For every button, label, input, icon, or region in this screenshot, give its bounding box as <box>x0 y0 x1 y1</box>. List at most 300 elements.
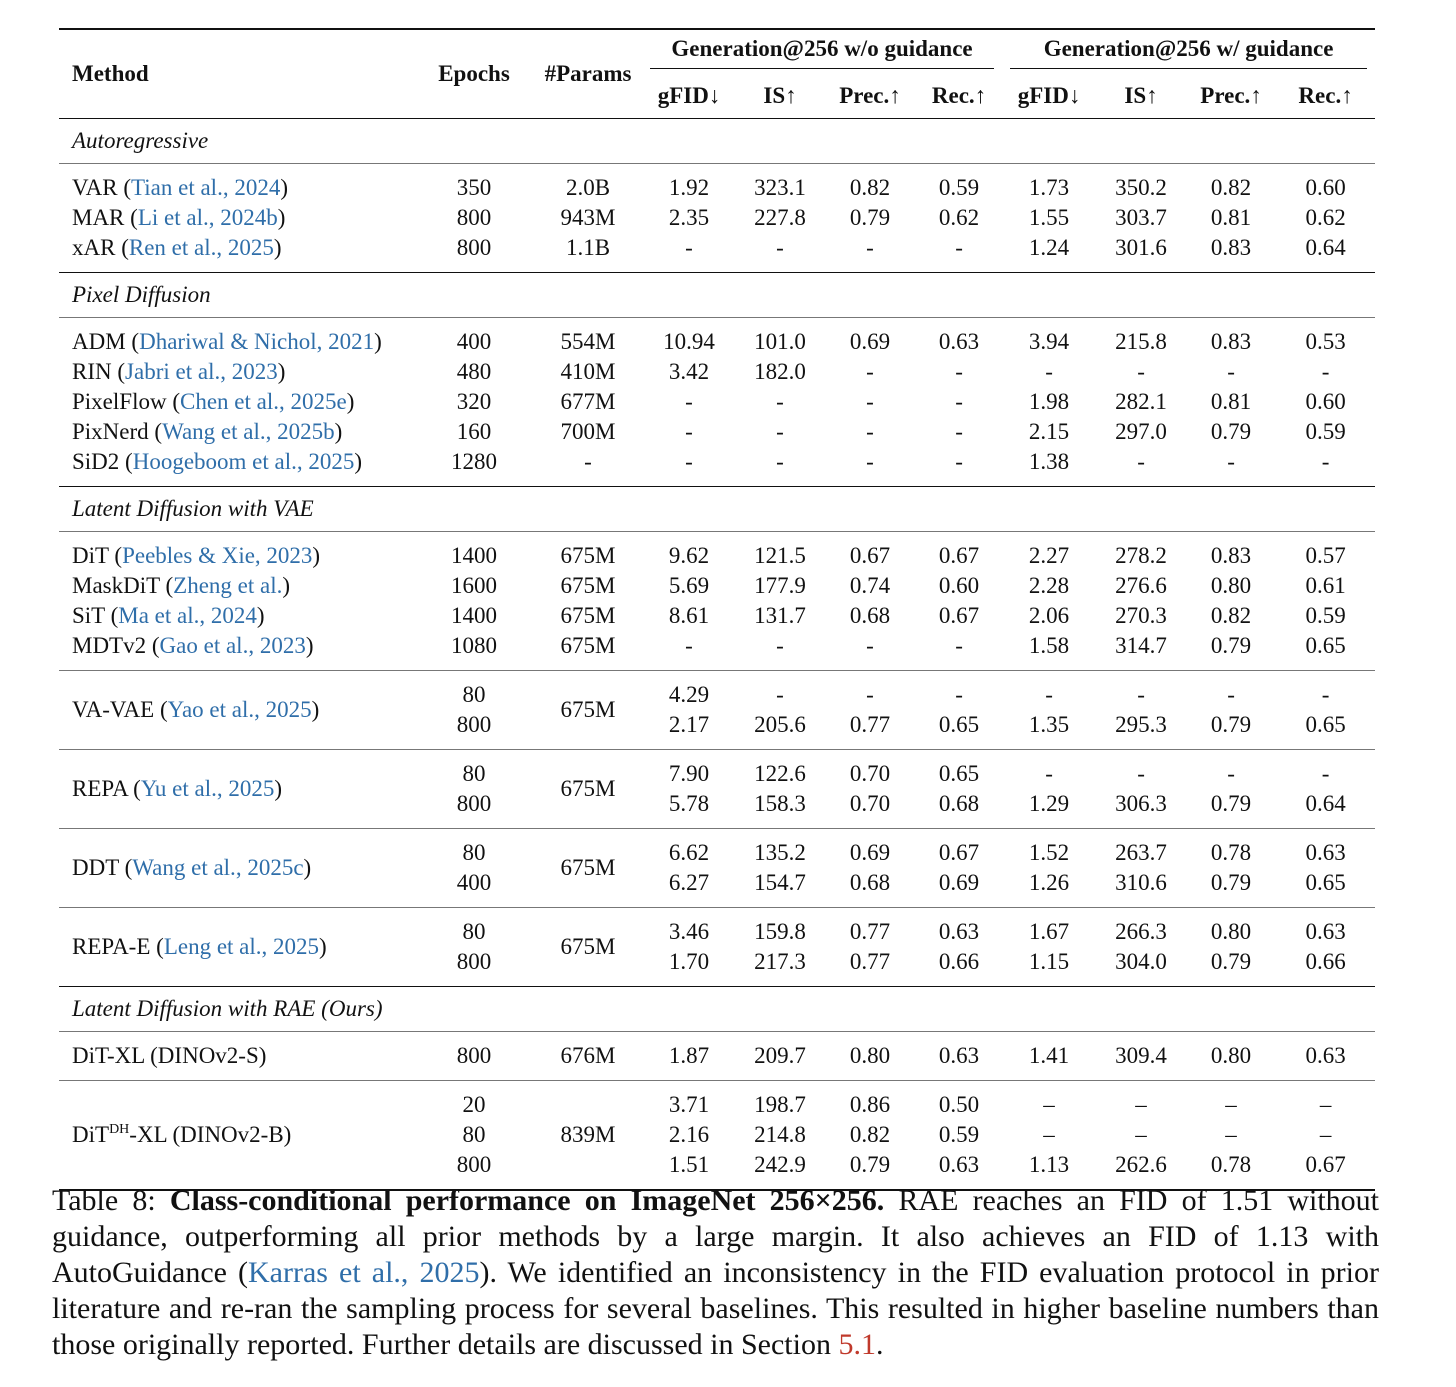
metric-cell: - <box>1137 682 1145 707</box>
metric-cell: - <box>685 633 693 658</box>
metric-cell: 1.58 <box>1028 633 1070 658</box>
metric-cell: 0.59 <box>938 175 980 200</box>
metric-cell: 0.64 <box>1305 791 1346 816</box>
table-row <box>59 917 1375 947</box>
metric-cell: 309.4 <box>1115 1043 1167 1068</box>
metric-cell: 2.35 <box>668 205 710 230</box>
section-title: Latent Diffusion with VAE <box>59 487 1375 532</box>
metric-cell: 0.67 <box>1305 1152 1346 1177</box>
metric-cell: - <box>1045 682 1053 707</box>
epochs-cell: 1400 <box>451 603 497 628</box>
row-spacer <box>59 1071 1375 1081</box>
citation-authors: Leng et al. <box>163 934 262 959</box>
metric-cell: 0.79 <box>849 1152 891 1177</box>
metric-cell: - <box>1227 449 1235 474</box>
metric-cell: 0.60 <box>1305 389 1346 414</box>
metric-cell: 0.69 <box>938 870 980 895</box>
metric-cell: 0.77 <box>849 919 891 944</box>
metric-cell: - <box>685 389 693 414</box>
metric-cell: 0.82 <box>1210 603 1252 628</box>
citation-authors: Yao et al. <box>167 697 255 722</box>
method-name-text: -XL (DINOv2-B) <box>129 1122 292 1147</box>
row-spacer-cell <box>59 1071 1375 1081</box>
metric-cell: - <box>1137 359 1145 384</box>
metric-cell: - <box>1321 359 1330 384</box>
params-cell: 677M <box>560 389 616 414</box>
row-spacer-cell <box>59 750 1375 760</box>
metric-cell: 0.65 <box>938 761 980 786</box>
metric-cell: 0.83 <box>1210 329 1252 354</box>
metric-cell: 209.7 <box>754 1043 806 1068</box>
metric-cell: - <box>685 235 693 260</box>
row-spacer-cell <box>59 1032 1375 1042</box>
citation-link[interactable]: Chen et al., 2025e <box>180 389 347 414</box>
metric-cell: - <box>1137 449 1145 474</box>
metric-cell: 0.69 <box>849 840 891 865</box>
metric-cell: 217.3 <box>754 949 806 974</box>
table-row <box>59 447 1375 477</box>
metric-cell: - <box>955 633 963 658</box>
row-spacer <box>59 819 1375 829</box>
citation-year: 2025 <box>308 449 355 474</box>
citation-link[interactable]: Leng et al., 2025 <box>163 934 320 959</box>
epochs-cell: 1080 <box>451 633 497 658</box>
metric-cell: 0.65 <box>1305 633 1346 658</box>
row-spacer <box>59 318 1375 328</box>
citation-year: 2021 <box>328 329 375 354</box>
table-row <box>59 173 1375 203</box>
citation-link[interactable]: Dhariwal & Nichol, 2021 <box>139 329 375 354</box>
metric-cell: - <box>866 419 874 444</box>
citation-link[interactable]: Hoogeboom et al., 2025 <box>132 449 355 474</box>
caption-text: ). We identified an inconsistency in the FID evaluation protocol in prior literature and re-ran the sampling process for several baselines. This resulted in higher baseline numbers than those originally reported. Further details are discussed in Section <box>52 1256 1379 1361</box>
metric-cell: 306.3 <box>1115 791 1167 816</box>
metric-cell: 0.81 <box>1210 389 1252 414</box>
metric-cell: 0.79 <box>1210 791 1252 816</box>
params-cell: 675M <box>560 603 616 628</box>
metric-cell: 1.51 <box>668 1152 710 1177</box>
section-reference-link[interactable]: 5.1 <box>838 1328 876 1361</box>
metric-cell: 0.63 <box>1305 840 1346 865</box>
metric-cell: 1.41 <box>1028 1043 1070 1068</box>
metric-cell: - <box>866 235 874 260</box>
citation-year: 2025 <box>273 934 320 959</box>
citation-link[interactable]: Yao et al., 2025 <box>167 697 312 722</box>
metric-cell: 215.8 <box>1115 329 1167 354</box>
epochs-cell: 800 <box>456 205 492 230</box>
header-metric: gFID↓ <box>1002 74 1096 119</box>
citation-authors: Ma et al. <box>118 603 200 628</box>
metric-cell: 0.79 <box>1210 870 1252 895</box>
metric-cell: 276.6 <box>1115 573 1167 598</box>
metric-cell: 266.3 <box>1115 919 1167 944</box>
method-name: PixNerd (Wang et al., 2025b) <box>72 419 343 444</box>
metric-cell: 0.79 <box>849 205 891 230</box>
metric-cell: 9.62 <box>668 543 710 568</box>
method-name-text: DiT <box>72 1122 110 1147</box>
metric-cell: 0.80 <box>1210 1043 1252 1068</box>
row-spacer <box>59 740 1375 750</box>
metric-cell: 0.79 <box>1210 949 1252 974</box>
citation-link[interactable]: Yu et al., 2025 <box>140 776 275 801</box>
metric-cell: 1.13 <box>1028 1152 1070 1177</box>
method-name-text: ADM <box>72 329 126 354</box>
method-name: MaskDiT (Zheng et al.) <box>72 573 291 598</box>
metric-cell: 0.65 <box>1305 712 1346 737</box>
metric-cell: - <box>685 419 693 444</box>
citation-link[interactable]: Peebles & Xie, 2023 <box>122 543 313 568</box>
metric-cell: 1.73 <box>1028 175 1070 200</box>
metric-cell: 301.6 <box>1115 235 1167 260</box>
row-spacer <box>59 661 1375 671</box>
section-title: Autoregressive <box>59 119 1375 164</box>
metric-cell: 0.61 <box>1305 573 1346 598</box>
metric-cell: 121.5 <box>754 543 806 568</box>
metric-cell: - <box>1321 449 1330 474</box>
row-spacer-cell <box>59 477 1375 487</box>
params-cell: 554M <box>560 329 616 354</box>
header-method: Method <box>59 29 414 119</box>
epochs-cell: 1600 <box>451 573 497 598</box>
row-spacer <box>59 164 1375 174</box>
metric-cell: 1.87 <box>668 1043 710 1068</box>
citation-link[interactable]: Tian et al., 2024 <box>131 175 281 200</box>
citation-link[interactable]: Li et al., 2024b <box>137 205 278 230</box>
row-spacer-cell <box>59 661 1375 671</box>
metric-cell: 0.82 <box>1210 175 1252 200</box>
metric-cell: 2.06 <box>1028 603 1070 628</box>
metric-cell: 0.69 <box>849 329 891 354</box>
metric-cell: 0.68 <box>938 791 980 816</box>
method-name: MAR (Li et al., 2024b) <box>72 205 286 230</box>
method-name <box>59 1090 414 1180</box>
metric-cell: 0.77 <box>849 949 891 974</box>
metric-cell: 0.63 <box>938 1043 980 1068</box>
metric-cell: 5.69 <box>668 573 710 598</box>
method-name: VA-VAE (Yao et al., 2025) <box>72 697 320 722</box>
metric-cell: - <box>776 682 784 707</box>
metric-cell: 0.67 <box>849 543 891 568</box>
metric-cell: 0.82 <box>849 1122 891 1147</box>
metric-cell: 205.6 <box>754 712 806 737</box>
table-body <box>59 119 1375 1191</box>
metric-cell: 3.71 <box>668 1092 710 1117</box>
row-spacer-cell <box>59 819 1375 829</box>
metric-cell: – <box>1135 1122 1147 1147</box>
method-name-text: DiT-XL (DINOv2-S) <box>72 1043 267 1068</box>
metric-cell: 1.35 <box>1028 712 1070 737</box>
metric-cell: 303.7 <box>1115 205 1167 230</box>
epochs-cell: 160 <box>456 419 492 444</box>
row-spacer-cell <box>59 740 1375 750</box>
metric-cell: - <box>955 449 963 474</box>
row-spacer-cell <box>59 829 1375 839</box>
metric-cell: - <box>866 633 874 658</box>
header-metric: Rec.↑ <box>916 74 1002 119</box>
header-metric: Prec.↑ <box>824 74 916 119</box>
metric-cell: 0.80 <box>1210 573 1252 598</box>
metric-cell: 297.0 <box>1115 419 1167 444</box>
citation-year: 2023 <box>266 543 313 568</box>
metric-cell: 1.52 <box>1028 840 1070 865</box>
citation-year: 2025b <box>277 419 335 444</box>
citation-authors: Tian et al. <box>131 175 223 200</box>
params-cell: 676M <box>560 1043 616 1068</box>
header-metric: IS↑ <box>1096 74 1186 119</box>
metric-cell: - <box>866 389 874 414</box>
metric-cell: 263.7 <box>1115 840 1167 865</box>
citation-link[interactable]: Ren et al., 2025 <box>128 235 274 260</box>
epochs-cell: 800 <box>456 949 492 974</box>
metric-cell: 0.60 <box>938 573 980 598</box>
epochs-cell: 350 <box>456 175 492 200</box>
citation-year: 2023 <box>231 359 278 384</box>
method-name-text: SiT <box>72 603 105 628</box>
metric-cell: 0.66 <box>938 949 980 974</box>
metric-cell: 131.7 <box>754 603 806 628</box>
citation-authors: Jabri et al. <box>125 359 221 384</box>
citation-link[interactable]: Wang et al., 2025b <box>162 419 335 444</box>
citation-authors: Peebles & Xie <box>122 543 255 568</box>
metric-cell: - <box>685 449 693 474</box>
caption-title: Class-conditional performance on ImageNet 256×256. <box>169 1184 885 1217</box>
params-cell: 675M <box>560 543 616 568</box>
row-spacer-cell <box>59 164 1375 174</box>
row-spacer <box>59 532 1375 542</box>
metric-cell: 0.60 <box>1305 175 1346 200</box>
params-cell: 675M <box>560 697 616 722</box>
row-spacer <box>59 977 1375 987</box>
metric-cell: - <box>955 419 963 444</box>
method-name: DiT (Peebles & Xie, 2023) <box>72 543 321 568</box>
row-spacer-cell <box>59 263 1375 273</box>
metric-cell: 1.55 <box>1028 205 1070 230</box>
method-name-superscript: DH <box>109 1122 130 1137</box>
metric-cell: 0.63 <box>938 329 980 354</box>
method-name-text: DDT <box>72 855 119 880</box>
method-name: RIN (Jabri et al., 2023) <box>72 359 286 384</box>
metric-cell: 304.0 <box>1115 949 1167 974</box>
metric-cell: – <box>1043 1122 1055 1147</box>
epochs-cell: 1400 <box>451 543 497 568</box>
metric-cell: 177.9 <box>754 573 806 598</box>
method-name: xAR (Ren et al., 2025) <box>72 235 282 260</box>
epochs-cell: 80 <box>462 761 486 786</box>
method-name-text: SiD2 <box>72 449 120 474</box>
metric-cell: – <box>1319 1092 1332 1117</box>
metric-cell: 0.74 <box>849 573 891 598</box>
method-name: PixelFlow (Chen et al., 2025e) <box>72 389 355 414</box>
epochs-cell: 80 <box>462 682 486 707</box>
params-cell: 410M <box>560 359 616 384</box>
citation-authors: Zheng et al. <box>173 573 283 598</box>
metric-cell: - <box>955 235 963 260</box>
metric-cell: 0.63 <box>1305 919 1346 944</box>
metric-cell: 2.28 <box>1028 573 1070 598</box>
metric-cell: 3.42 <box>668 359 710 384</box>
row-spacer <box>59 1081 1375 1091</box>
metric-cell: - <box>1227 761 1235 786</box>
row-spacer <box>59 671 1375 681</box>
table-row <box>59 203 1375 233</box>
metric-cell: 0.86 <box>849 1092 891 1117</box>
row-spacer-cell <box>59 671 1375 681</box>
table-row <box>59 759 1375 789</box>
metric-cell: 3.46 <box>668 919 710 944</box>
epochs-cell: 80 <box>462 919 486 944</box>
metric-cell: 0.63 <box>1305 1043 1346 1068</box>
metric-cell: 0.81 <box>1210 205 1252 230</box>
epochs-cell: 1280 <box>451 449 497 474</box>
table-row <box>59 1041 1375 1071</box>
caption-citation-link[interactable]: Karras et al., 2025 <box>248 1256 480 1289</box>
metric-cell: - <box>776 633 784 658</box>
metric-cell: - <box>866 449 874 474</box>
row-spacer-cell <box>59 908 1375 918</box>
method-name-text: MAR <box>72 205 125 230</box>
citation-year: 2024 <box>234 175 281 200</box>
metric-cell: 0.77 <box>849 712 891 737</box>
method-name-text: REPA <box>72 776 128 801</box>
metric-cell: 2.16 <box>668 1122 710 1147</box>
metric-cell: 295.3 <box>1115 712 1167 737</box>
header-metric: Rec.↑ <box>1276 74 1375 119</box>
metric-cell: 0.83 <box>1210 543 1252 568</box>
header-group-with-guidance: Generation@256 w/ guidance <box>1002 29 1375 74</box>
method-name: SiD2 (Hoogeboom et al., 2025) <box>72 449 363 474</box>
metric-cell: 270.3 <box>1115 603 1167 628</box>
method-name-text: MDTv2 <box>72 633 147 658</box>
metric-cell: 0.68 <box>849 603 891 628</box>
metric-cell: 0.62 <box>1305 205 1346 230</box>
method-name <box>59 1041 414 1071</box>
metric-cell: 0.68 <box>849 870 891 895</box>
method-name: SiT (Ma et al., 2024) <box>72 603 265 628</box>
metric-cell: 1.70 <box>668 949 710 974</box>
params-cell: 675M <box>560 934 616 959</box>
table-header <box>59 29 1375 119</box>
metric-cell: - <box>1321 761 1330 786</box>
metric-cell: 2.27 <box>1028 543 1070 568</box>
metric-cell: 310.6 <box>1115 870 1167 895</box>
metric-cell: 0.82 <box>849 175 891 200</box>
table-row <box>59 631 1375 661</box>
citation-authors: Dhariwal & Nichol <box>139 329 317 354</box>
section-row <box>59 273 1375 318</box>
row-spacer <box>59 1032 1375 1042</box>
citation-link[interactable]: Gao et al., 2023 <box>159 633 306 658</box>
section-row <box>59 987 1375 1032</box>
metric-cell: 0.80 <box>1210 919 1252 944</box>
params-cell: 675M <box>560 633 616 658</box>
metric-cell: 6.62 <box>668 840 710 865</box>
epochs-cell: 480 <box>456 359 492 384</box>
metric-cell: – <box>1043 1092 1055 1117</box>
table-row <box>59 387 1375 417</box>
metric-cell: 198.7 <box>754 1092 806 1117</box>
metric-cell: - <box>776 235 784 260</box>
metric-cell: 0.62 <box>938 205 980 230</box>
metric-cell: 5.78 <box>668 791 710 816</box>
metric-cell: - <box>1321 682 1330 707</box>
metric-cell: 242.9 <box>754 1152 806 1177</box>
citation-year: 2024b <box>220 205 278 230</box>
citation-link[interactable]: Ma et al., 2024 <box>118 603 257 628</box>
table-row <box>59 357 1375 387</box>
method-name-text: DiT <box>72 543 109 568</box>
metric-cell: - <box>955 359 963 384</box>
metric-cell: 0.83 <box>1210 235 1252 260</box>
table-row <box>59 417 1375 447</box>
table-row <box>59 680 1375 710</box>
metric-cell: 0.65 <box>938 712 980 737</box>
params-cell: 700M <box>560 419 616 444</box>
metric-cell: 1.92 <box>668 175 710 200</box>
metric-cell: – <box>1225 1092 1237 1117</box>
caption-text: RAE reaches an FID of 1.51 without guidance, outperforming all prior methods by a large margin. It also achieves an FID of 1.13 with AutoGuidance ( <box>52 1184 1380 1289</box>
metric-cell: 101.0 <box>754 329 806 354</box>
citation-year: 2025e <box>290 389 347 414</box>
method-name-text: PixelFlow <box>72 389 167 414</box>
metric-cell: - <box>1227 682 1235 707</box>
citation-link[interactable]: Wang et al., 2025c <box>132 855 304 880</box>
citation-link[interactable] <box>173 573 282 598</box>
method-name: MDTv2 (Gao et al., 2023) <box>72 633 314 658</box>
epochs-cell: 800 <box>456 1152 492 1177</box>
metric-cell: - <box>866 359 874 384</box>
table-row <box>59 601 1375 631</box>
citation-authors: Chen et al. <box>180 389 279 414</box>
epochs-cell: 400 <box>456 870 492 895</box>
epochs-cell: 20 <box>462 1092 486 1117</box>
metric-cell: 262.6 <box>1115 1152 1167 1177</box>
metric-cell: 0.70 <box>849 761 891 786</box>
row-spacer-cell <box>59 318 1375 328</box>
metric-cell: - <box>1137 761 1145 786</box>
method-name-text: PixNerd <box>72 419 149 444</box>
metric-cell: – <box>1319 1122 1332 1147</box>
metric-cell: 0.63 <box>938 1152 980 1177</box>
epochs-cell: 320 <box>456 389 492 414</box>
row-spacer <box>59 477 1375 487</box>
metric-cell: 1.67 <box>1028 919 1070 944</box>
header-metric: IS↑ <box>736 74 824 119</box>
metric-cell: 0.53 <box>1305 329 1346 354</box>
row-spacer-cell <box>59 1081 1375 1091</box>
row-spacer <box>59 829 1375 839</box>
header-metric: Prec.↑ <box>1186 74 1276 119</box>
metric-cell: - <box>955 389 963 414</box>
method-name: VAR (Tian et al., 2024) <box>72 175 288 200</box>
params-cell: 839M <box>560 1122 616 1147</box>
caption-label: Table 8: <box>52 1184 156 1217</box>
metric-cell: 282.1 <box>1115 389 1167 414</box>
method-name-text: xAR <box>72 235 116 260</box>
metric-cell: 314.7 <box>1115 633 1167 658</box>
table-row <box>59 233 1375 263</box>
method-name-text: VA-VAE <box>72 697 155 722</box>
metric-cell: 0.59 <box>938 1122 980 1147</box>
citation-year: 2023 <box>259 633 306 658</box>
metric-cell: 158.3 <box>754 791 806 816</box>
metric-cell: 7.90 <box>668 761 710 786</box>
metric-cell: 0.63 <box>938 919 980 944</box>
citation-authors: Li et al. <box>137 205 209 230</box>
metric-cell: 0.79 <box>1210 633 1252 658</box>
epochs-cell: 400 <box>456 329 492 354</box>
citation-link[interactable]: Jabri et al., 2023 <box>125 359 278 384</box>
metric-cell: 10.94 <box>663 329 715 354</box>
